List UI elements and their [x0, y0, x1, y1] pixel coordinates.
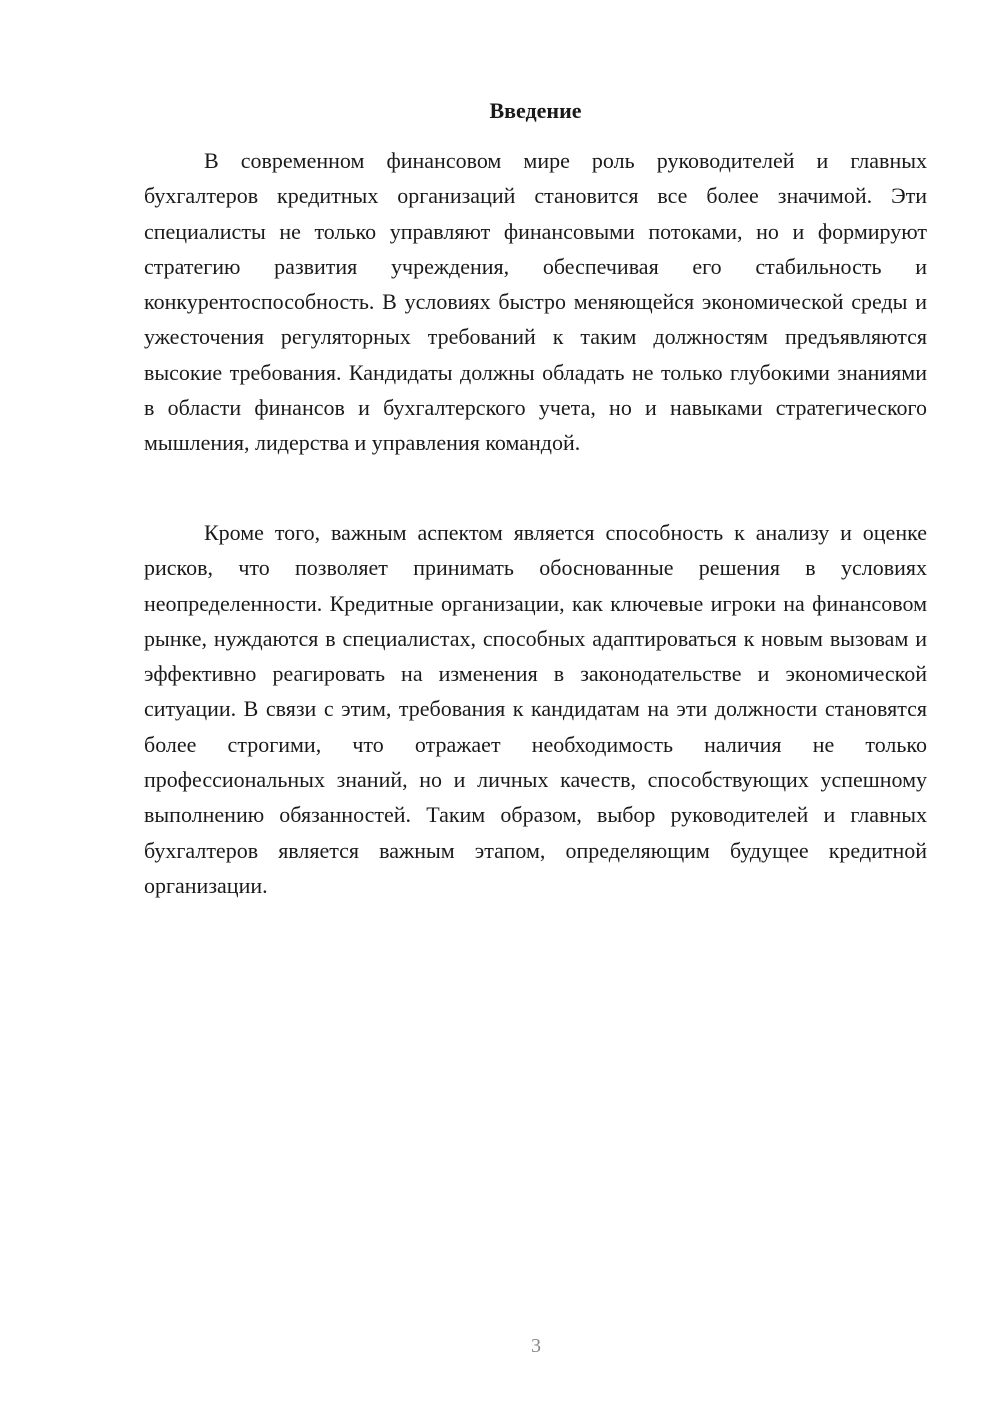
page-title: Введение: [489, 98, 582, 123]
paragraph-risks: [144, 515, 927, 903]
paragraph-intro: [144, 143, 927, 461]
paragraph-text: В современном финансовом мире роль руководителей и главных бухгалтеров кредитных организаций становится все более значимой. Эти специалисты не только управляют финансовыми потоками, но и формируют стратегию развития учреждения, обеспечивая его стабильность и конкурентоспособность. В условиях быстро меняющейся экономической среды и ужесточения регуляторных требований к таким должностям предъявляются высокие требования. Кандидаты должны обладать не только глубокими знаниями в области финансов и бухгалтерского учета, но и навыками стратегического мышления, лидерства и управления командой.: [144, 148, 927, 456]
paragraph-text: Кроме того, важным аспектом является способность к анализу и оценке рисков, что позволяет принимать обоснованные решения в условиях неопределенности. Кредитные организации, как ключевые игроки на финансовом рынке, нуждаются в специалистах, способных адаптироваться к новым вызовам и эффективно реагировать на изменения в законодательстве и экономической ситуации. В связи с этим, требования к кандидатам на эти должности становятся более строгими, что отражает необходимость наличия не только профессиональных знаний, но и личных качеств, способствующих успешному выполнению обязанностей. Таким образом, выбор руководителей и главных бухгалтеров является важным этапом, определяющим будущее кредитной организации.: [144, 520, 927, 898]
page-number: 3: [531, 1335, 541, 1357]
